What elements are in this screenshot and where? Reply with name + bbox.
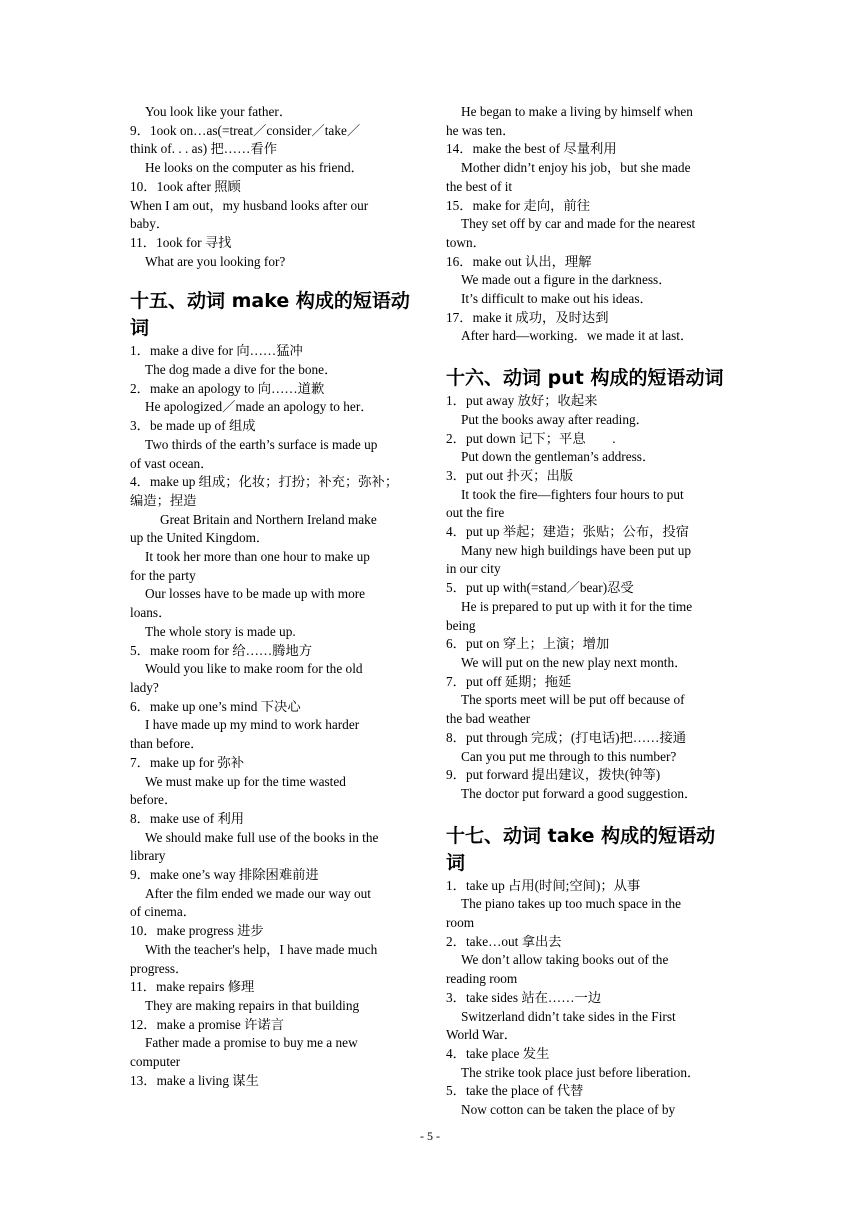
text-line: 9．1ook on…as(=treat／consider／take／	[130, 122, 361, 138]
text-line: He is prepared to put up with it for the time	[461, 598, 693, 614]
text-line: 16．make out 认出，理解	[446, 253, 592, 269]
text-line: They set off by car and made for the nearest	[461, 216, 696, 232]
text-line: The sports meet will be put off because of	[461, 692, 685, 708]
text-line: he was ten．	[446, 122, 516, 138]
text-line: We don’t allow taking books out of the	[461, 952, 669, 968]
text-line: With the teacher's help，I have made much	[145, 941, 378, 957]
text-line: After the film ended we made our way out	[145, 885, 371, 901]
text-line: Father made a promise to buy me a new	[145, 1035, 358, 1051]
text-line: The strike took place just before liberation．	[461, 1064, 701, 1080]
text-line: When I am out，my husband looks after our	[130, 197, 369, 213]
text-line: 9．put forward 提出建议，拨快(钟等)	[446, 767, 661, 783]
section-15-title: 十五、动词 make 构成的短语动 词	[130, 290, 410, 340]
text-line: than before．	[130, 736, 204, 752]
text-line: reading room	[446, 971, 518, 987]
text-line: You look like your father．	[145, 104, 293, 119]
text-line: the best of it	[446, 178, 513, 194]
text-line: 11．make repairs 修理	[130, 979, 255, 995]
text-line: 11．1ook for 寻找	[130, 234, 232, 250]
text-line: 3．take sides 站在……一边	[446, 989, 602, 1005]
text-line: Now cotton can be taken the place of by	[461, 1102, 676, 1118]
text-line: room	[446, 915, 475, 931]
text-line: the bad weather	[446, 711, 531, 727]
text-line: They are making repairs in that building	[145, 997, 360, 1013]
text-line: for the party	[130, 567, 196, 583]
text-line: baby．	[130, 216, 170, 232]
text-line: library	[130, 848, 166, 864]
text-line: 8．put through 完成；(打电话)把……接通	[446, 729, 687, 745]
text-line: After hard—working．we made it at last．	[461, 328, 694, 344]
right-block-1	[446, 103, 730, 346]
text-line: being	[446, 617, 476, 633]
right-column	[446, 103, 730, 1120]
left-block-2	[130, 342, 414, 1090]
text-line: 2．make an apology to 向……道歉	[130, 380, 325, 396]
text-line: 8．make use of 利用	[130, 810, 245, 826]
text-line: 6．put on 穿上；上演；增加	[446, 636, 610, 652]
text-line: 15．make for 走向，前往	[446, 197, 591, 213]
text-line: before．	[130, 792, 178, 808]
text-line: Switzerland didn’t take sides in the First	[461, 1008, 676, 1024]
text-line: loans．	[130, 605, 172, 621]
text-line: 10．1ook after 照顾	[130, 178, 241, 194]
text-line: 9．make one’s way 排除困难前进	[130, 867, 319, 883]
text-line: He began to make a living by himself when	[461, 104, 693, 119]
text-line: I have made up my mind to work harder	[145, 717, 360, 733]
text-line: 4．make up 组成；化妆；打扮；补充；弥补；	[130, 474, 399, 490]
text-line: 13．make a living 谋生	[130, 1072, 259, 1088]
text-line: 4．put up 举起；建造；张贴；公布，投宿	[446, 524, 690, 540]
text-line: 2．take…out 拿出去	[446, 933, 562, 949]
left-column	[130, 103, 414, 1090]
text-line: The whole story is made up.	[145, 623, 296, 639]
text-line: It took the fire—fighters four hours to put	[461, 486, 684, 502]
text-line: 编造；捏造	[130, 492, 197, 508]
text-line: 1．make a dive for 向……猛冲	[130, 343, 303, 359]
text-line: Many new high buildings have been put up	[461, 542, 692, 558]
text-line: think of. . . as) 把……看作	[130, 141, 277, 157]
text-line: 4．take place 发生	[446, 1045, 550, 1061]
text-line: It took her more than one hour to make up	[145, 549, 370, 565]
section-16-title: 十六、动词 put 构成的短语动词	[446, 367, 724, 390]
text-line: World War．	[446, 1027, 518, 1043]
text-line: computer	[130, 1054, 181, 1070]
text-line: 2．put down 记下；平息 .	[446, 430, 616, 446]
text-line: 3．be made up of 组成	[130, 418, 256, 434]
text-line: 10．make progress 进步	[130, 923, 264, 939]
text-line: The doctor put forward a good suggestion．	[461, 785, 698, 801]
text-line: 5．put up with(=stand／bear)忍受	[446, 580, 634, 596]
text-line: Put down the gentleman’s address．	[461, 449, 656, 465]
text-line: 1．put away 放好；收起来	[446, 393, 598, 409]
text-line: He apologized／made an apology to her．	[145, 399, 374, 415]
text-line: 6．make up one’s mind 下决心	[130, 698, 301, 714]
text-line: lady?	[130, 679, 159, 695]
text-line: The dog made a dive for the bone．	[145, 362, 338, 378]
section-17-title: 十七、动词 take 构成的短语动词	[446, 824, 716, 874]
text-line: Would you like to make room for the old	[145, 661, 363, 677]
text-line: in our city	[446, 561, 501, 577]
text-line: It’s difficult to make out his ideas．	[461, 291, 653, 307]
text-line: The piano takes up too much space in the	[461, 896, 682, 912]
text-line: We must make up for the time wasted	[145, 773, 346, 789]
left-block-1	[130, 103, 414, 271]
text-line: Great Britain and Northern Ireland make	[160, 511, 377, 527]
right-block-2	[446, 392, 730, 803]
text-line: We will put on the new play next month．	[461, 654, 688, 670]
text-line: out the fire	[446, 505, 505, 521]
text-line: 3．put out 扑灭；出版	[446, 467, 574, 483]
text-line: Put the books away after reading．	[461, 411, 649, 427]
text-line: town．	[446, 234, 486, 250]
text-line: 7．put off 延期；拖延	[446, 673, 572, 689]
text-line: 14．make the best of 尽量利用	[446, 141, 617, 157]
text-line: Can you put me through to this number?	[461, 748, 677, 764]
text-line: up the United Kingdom．	[130, 530, 270, 546]
text-line: Mother didn’t enjoy his job，but she made	[461, 160, 691, 176]
text-line: 1．take up 占用(时间;空间)；从事	[446, 877, 641, 893]
text-line: We made out a figure in the darkness．	[461, 272, 672, 288]
text-line: of vast ocean．	[130, 455, 214, 471]
text-line: 5．make room for 给……腾地方	[130, 642, 313, 658]
text-line: We should make full use of the books in the	[145, 829, 379, 845]
text-line: 7．make up for 弥补	[130, 754, 245, 770]
page-number: - 5 -	[420, 1129, 440, 1143]
text-line: 5．take the place of 代替	[446, 1083, 584, 1099]
text-line: Two thirds of the earth’s surface is made up	[145, 436, 378, 452]
text-line: of cinema．	[130, 904, 197, 920]
text-line: He looks on the computer as his friend．	[145, 160, 364, 176]
text-line: Our losses have to be made up with more	[145, 586, 366, 602]
text-line: 12．make a promise 许诺言	[130, 1016, 284, 1032]
text-line: 17．make it 成功，及时达到	[446, 309, 609, 325]
text-line: What are you looking for?	[145, 253, 286, 269]
right-block-3	[446, 877, 730, 1120]
text-line: progress．	[130, 960, 189, 976]
